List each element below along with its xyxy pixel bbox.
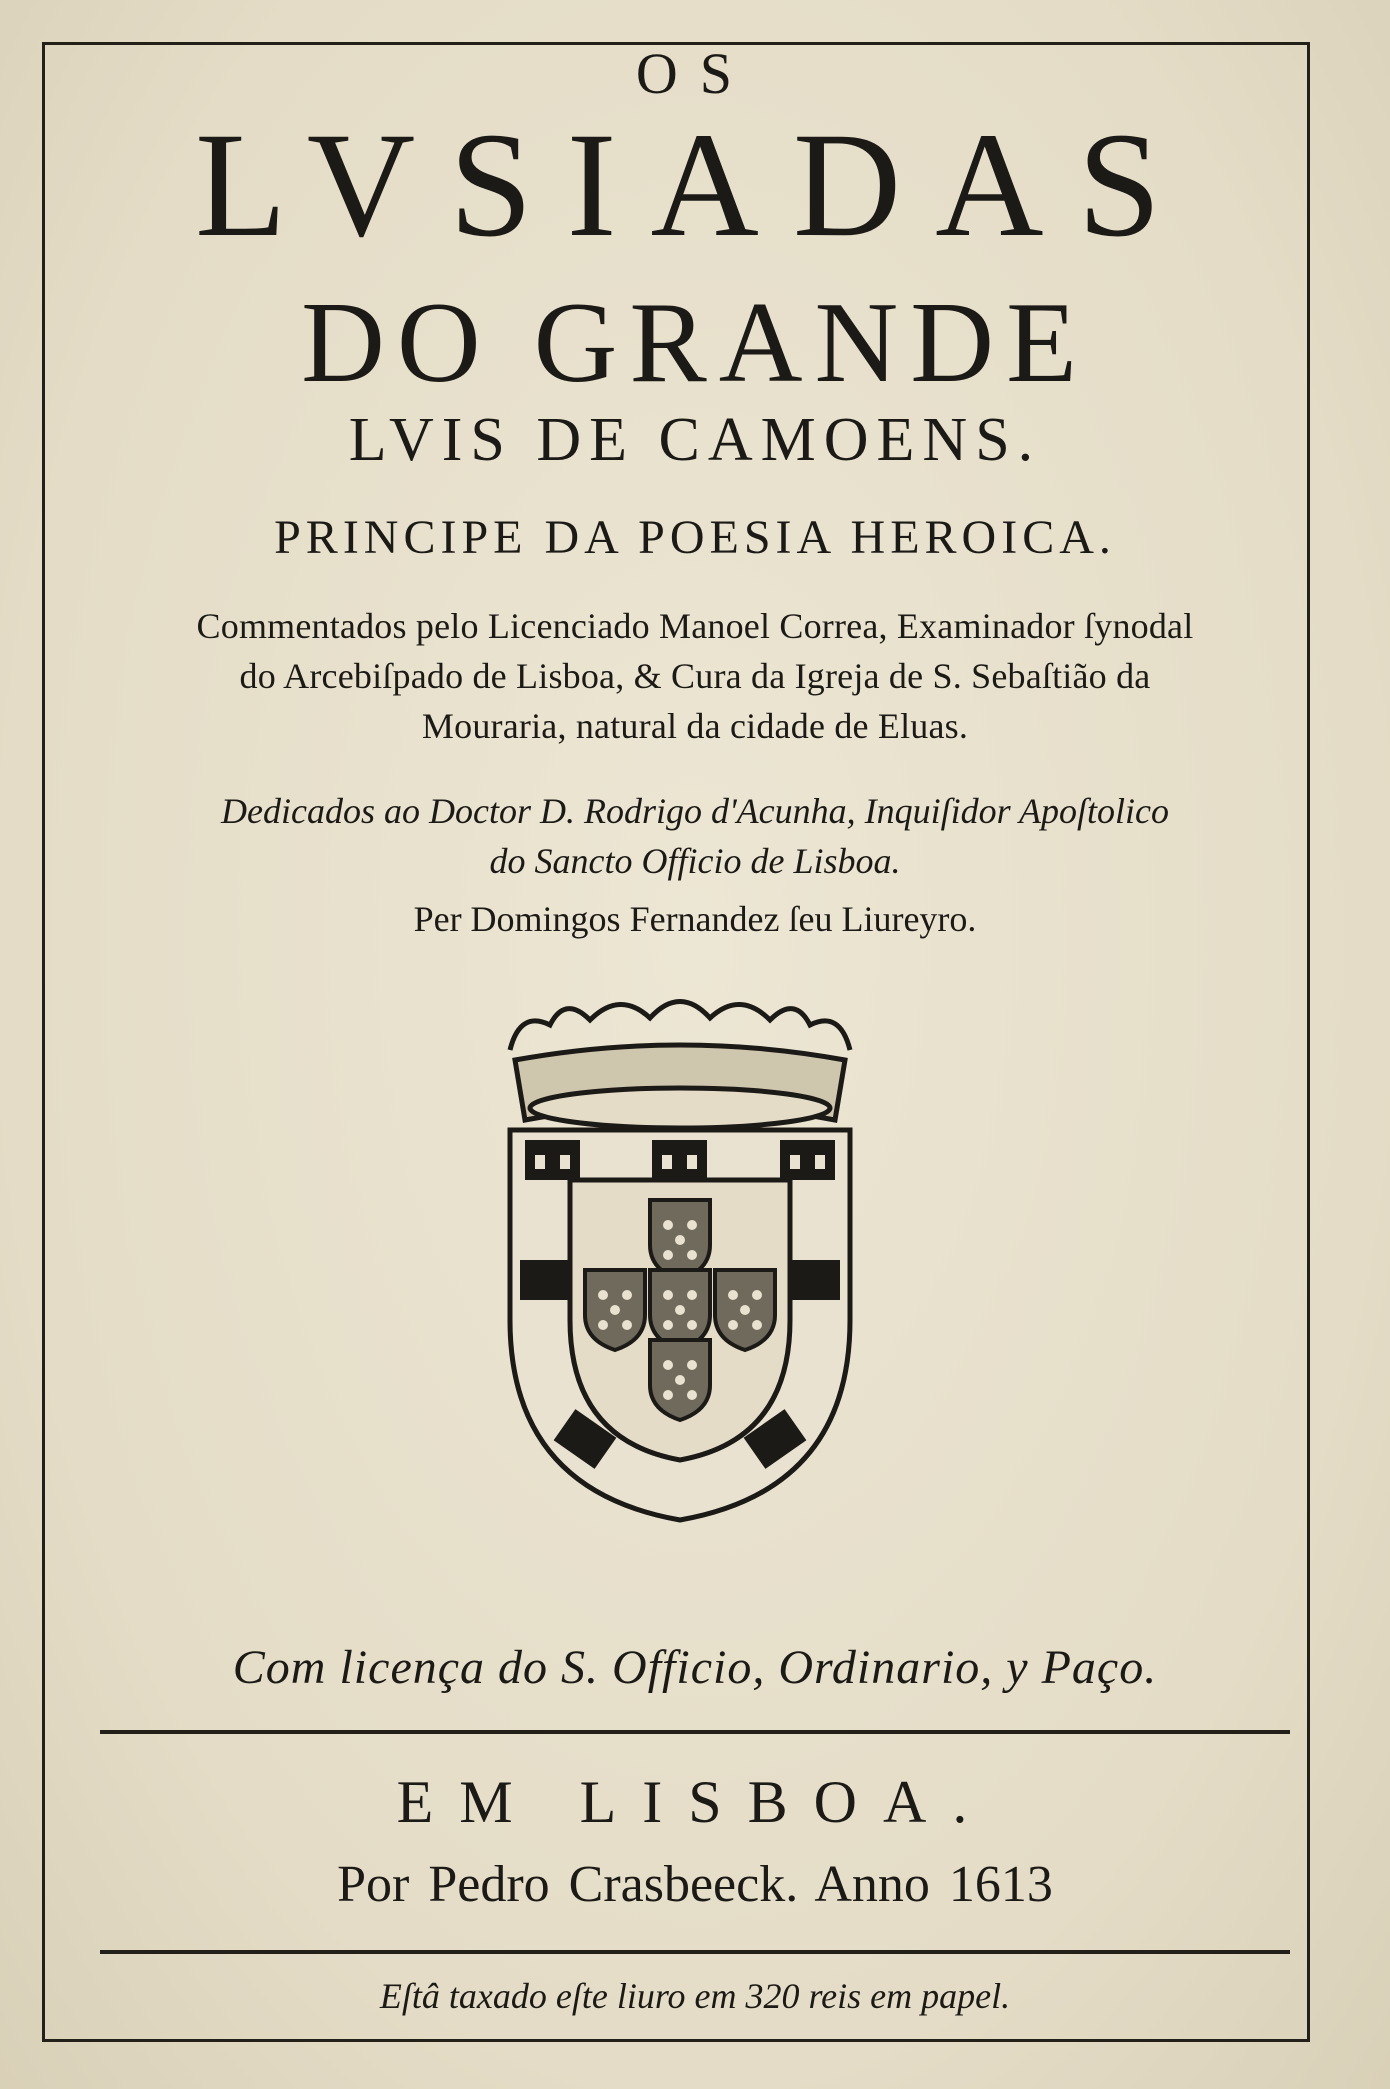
commentary-line-1: Commentados pelo Licenciado Manoel Correa, Examinador ſynodal	[196, 606, 1194, 646]
imprint-printer-year: Por Pedro Crasbeeck. Anno 1613	[337, 1856, 1053, 1913]
dedication-line-2: do Sancto Officio de Lisboa.	[489, 841, 901, 881]
bookseller-line: Per Domingos Fernandez ſeu Liureyro.	[413, 899, 977, 939]
dedication-line-1: Dedicados ao Doctor D. Rodrigo d'Acunha, Inquiſidor Apoſtolico	[221, 791, 1169, 831]
divider-rule-top	[100, 1730, 1290, 1734]
price-line: Eſtâ taxado eſte liuro em 320 reis em papel.	[379, 1976, 1011, 2016]
title-epithet: PRINCIPE DA POESIA HEROICA.	[274, 511, 1116, 564]
title-lusiadas: LVSIADAS	[195, 102, 1195, 268]
portuguese-royal-coat-of-arms-icon	[490, 990, 870, 1530]
title-os: OS	[635, 41, 755, 106]
commentary-line-2: do Arcebiſpado de Lisboa, & Cura da Igreja de S. Sebaſtião da	[239, 656, 1151, 696]
commentary-line-3: Mouraria, natural da cidade de Eluas.	[421, 706, 969, 746]
divider-rule-bottom	[100, 1950, 1290, 1954]
imprint-city: EM LISBOA.	[396, 1769, 994, 1835]
title-do-grande: DO GRANDE	[301, 279, 1089, 407]
title-author: LVIS DE CAMOENS.	[348, 406, 1042, 474]
license-line: Com licença do S. Officio, Ordinario, y Paço.	[232, 1641, 1158, 1694]
